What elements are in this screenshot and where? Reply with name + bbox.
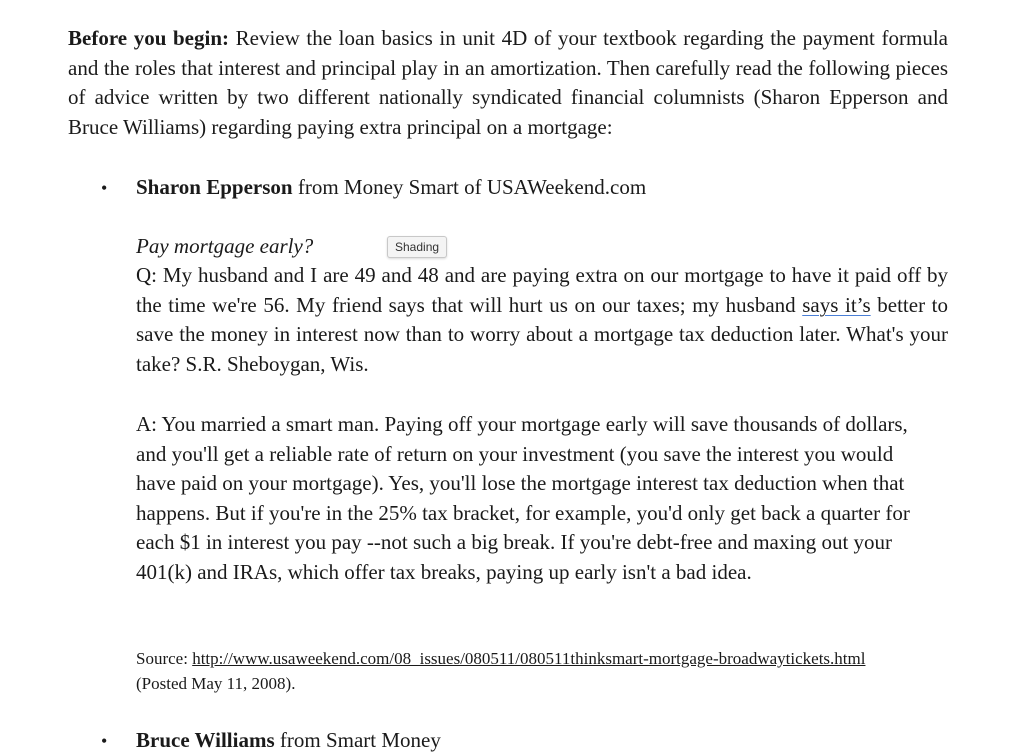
question-text: Q: My husband and I are 49 and 48 and are paying extra on our mortgage to have it paid off by the time we're 56. My friend says that will hurt us on our taxes; my husband: [136, 263, 948, 317]
article-title: Pay mortgage early?: [136, 234, 314, 258]
columnist-name: Sharon Epperson: [136, 175, 293, 199]
columnist-name: Bruce Williams: [136, 728, 275, 752]
columnist-source: from Smart Money: [274, 728, 441, 752]
posted-date: (Posted May 11, 2008).: [136, 674, 296, 693]
intro-paragraph: [68, 24, 948, 142]
shading-tooltip: Shading: [387, 236, 447, 258]
source-label: Source:: [136, 649, 193, 668]
bullet-marker: •: [101, 731, 108, 751]
question-text-end: better to save the money in interest now than to worry about a mortgage tax deduction later. What's your take? S.R. Sheboygan, Wis.: [136, 292, 948, 376]
question-paragraph: [136, 261, 948, 379]
intro-text: Review the loan basics in unit 4D of your textbook regarding the payment formula and the roles that interest and principal play in an amortization. Then carefully read the following pieces of advice written by two different nationally syndicated financial columnists (Sharon Epperson and Bruce Williams) regarding paying extra principal on a mortgage:: [68, 26, 948, 139]
bullet-item-bruce-williams: [136, 727, 441, 753]
columnist-source: from Money Smart of USAWeekend.com: [292, 175, 647, 199]
bullet-marker: •: [101, 178, 108, 198]
source-link[interactable]: http://www.usaweekend.com/08_issues/080511/080511thinksmart-mortgage-broadwaytickets.html: [192, 649, 866, 668]
answer-paragraph: A: You married a smart man. Paying off your mortgage early will save thousands of dollars, and you'll get a reliable rate of return on your investment (you save the interest you would have paid on your mortgage). Yes, you'll lose the mortgage interest tax deduction when that happens. But if you're in the 25% tax bracket, for example, you'd only get back a quarter for each $1 in interest you pay --not such a big break. If you're debt-free and maxing out your 401(k) and IRAs, which offer tax breaks, paying up early isn't a bad idea.: [136, 412, 910, 584]
source-citation: [136, 646, 946, 696]
bullet-item-sharon-epperson: [136, 174, 646, 200]
intro-lead: Before you begin:: [68, 26, 230, 50]
grammar-flagged-text[interactable]: says it’s: [802, 292, 871, 317]
